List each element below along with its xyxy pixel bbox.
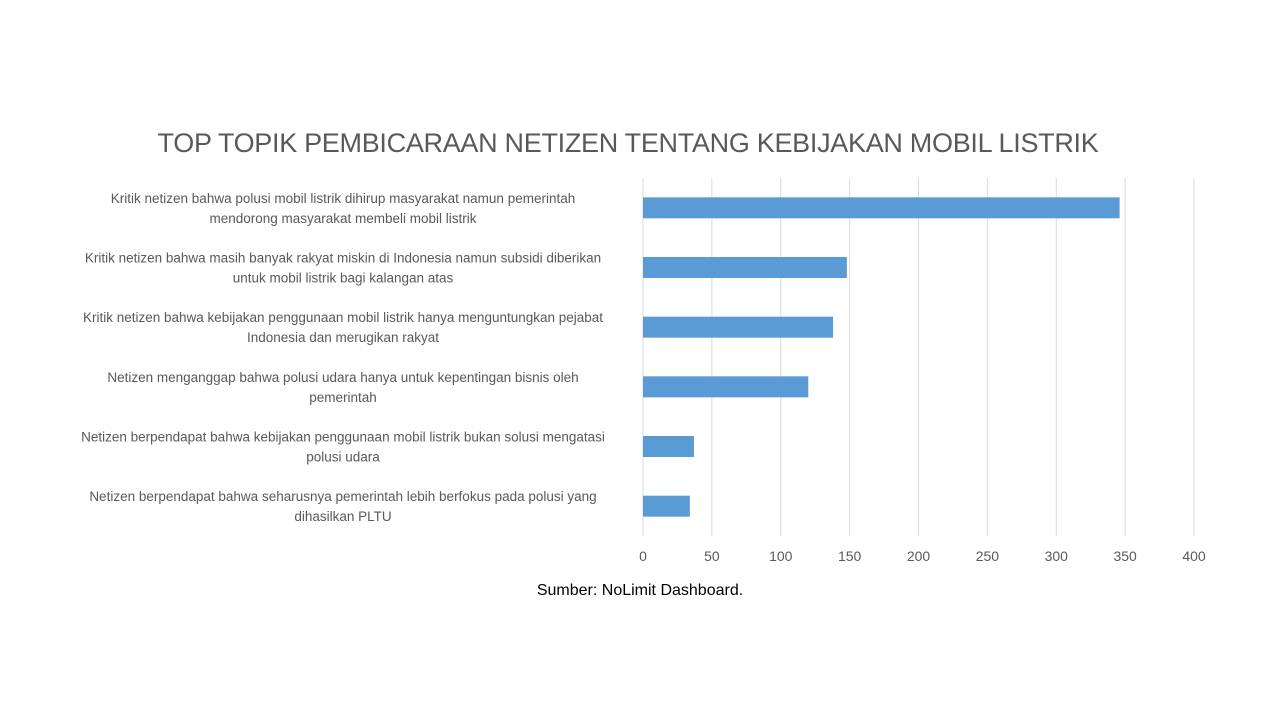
category-label bbox=[85, 251, 601, 286]
category-label-line: untuk mobil listrik bagi kalangan atas bbox=[232, 270, 454, 286]
bar bbox=[643, 317, 833, 338]
category-label-line: Kritik netizen bahwa polusi mobil listrik dihirup masyarakat namun pemerintah bbox=[110, 190, 576, 206]
x-tick-label: 150 bbox=[837, 548, 862, 564]
category-label-line: dihasilkan PLTU bbox=[294, 509, 392, 525]
category-label-line: Netizen menganggap bahwa polusi udara hanya untuk kepentingan bisnis oleh bbox=[107, 369, 579, 385]
source-note: Sumber: NoLimit Dashboard. bbox=[536, 582, 744, 599]
category-label-line: Netizen berpendapat bahwa kebijakan penggunaan mobil listrik bukan solusi mengatasi bbox=[81, 429, 605, 445]
x-tick-label: 400 bbox=[1182, 548, 1206, 564]
bar bbox=[643, 197, 1120, 218]
category-label bbox=[111, 191, 575, 226]
bar bbox=[643, 376, 808, 397]
category-label-line: pemerintah bbox=[309, 389, 377, 405]
category-label bbox=[83, 310, 603, 345]
x-tick-label: 350 bbox=[1113, 548, 1137, 564]
category-label-line: Kritik netizen bahwa kebijakan penggunaan mobil listrik hanya menguntungkan pejabat bbox=[82, 310, 604, 326]
category-label-line: Indonesia dan merugikan rakyat bbox=[246, 330, 440, 346]
x-tick-label: 200 bbox=[906, 548, 931, 564]
category-label-line: Netizen berpendapat bahwa seharusnya pemerintah lebih berfokus pada polusi yang bbox=[89, 489, 597, 505]
x-tick-label: 250 bbox=[975, 548, 1000, 564]
category-label-line: polusi udara bbox=[306, 449, 380, 465]
category-label bbox=[107, 370, 578, 405]
x-tick-label: 100 bbox=[769, 548, 793, 564]
chart-title: TOP TOPIK PEMBICARAAN NETIZEN TENTANG KEBIJAKAN MOBIL LISTRIK bbox=[157, 128, 1099, 158]
bar bbox=[643, 496, 690, 517]
bar bbox=[643, 257, 847, 278]
x-tick-label: 50 bbox=[704, 548, 720, 564]
x-tick-label: 0 bbox=[639, 548, 647, 564]
bar bbox=[643, 436, 694, 457]
x-tick-label: 300 bbox=[1044, 548, 1068, 564]
category-label bbox=[89, 489, 596, 524]
category-label-line: Kritik netizen bahwa masih banyak rakyat miskin di Indonesia namun subsidi diberikan bbox=[84, 250, 602, 266]
category-label-line: mendorong masyarakat membeli mobil listrik bbox=[209, 210, 477, 226]
category-label bbox=[81, 430, 605, 465]
